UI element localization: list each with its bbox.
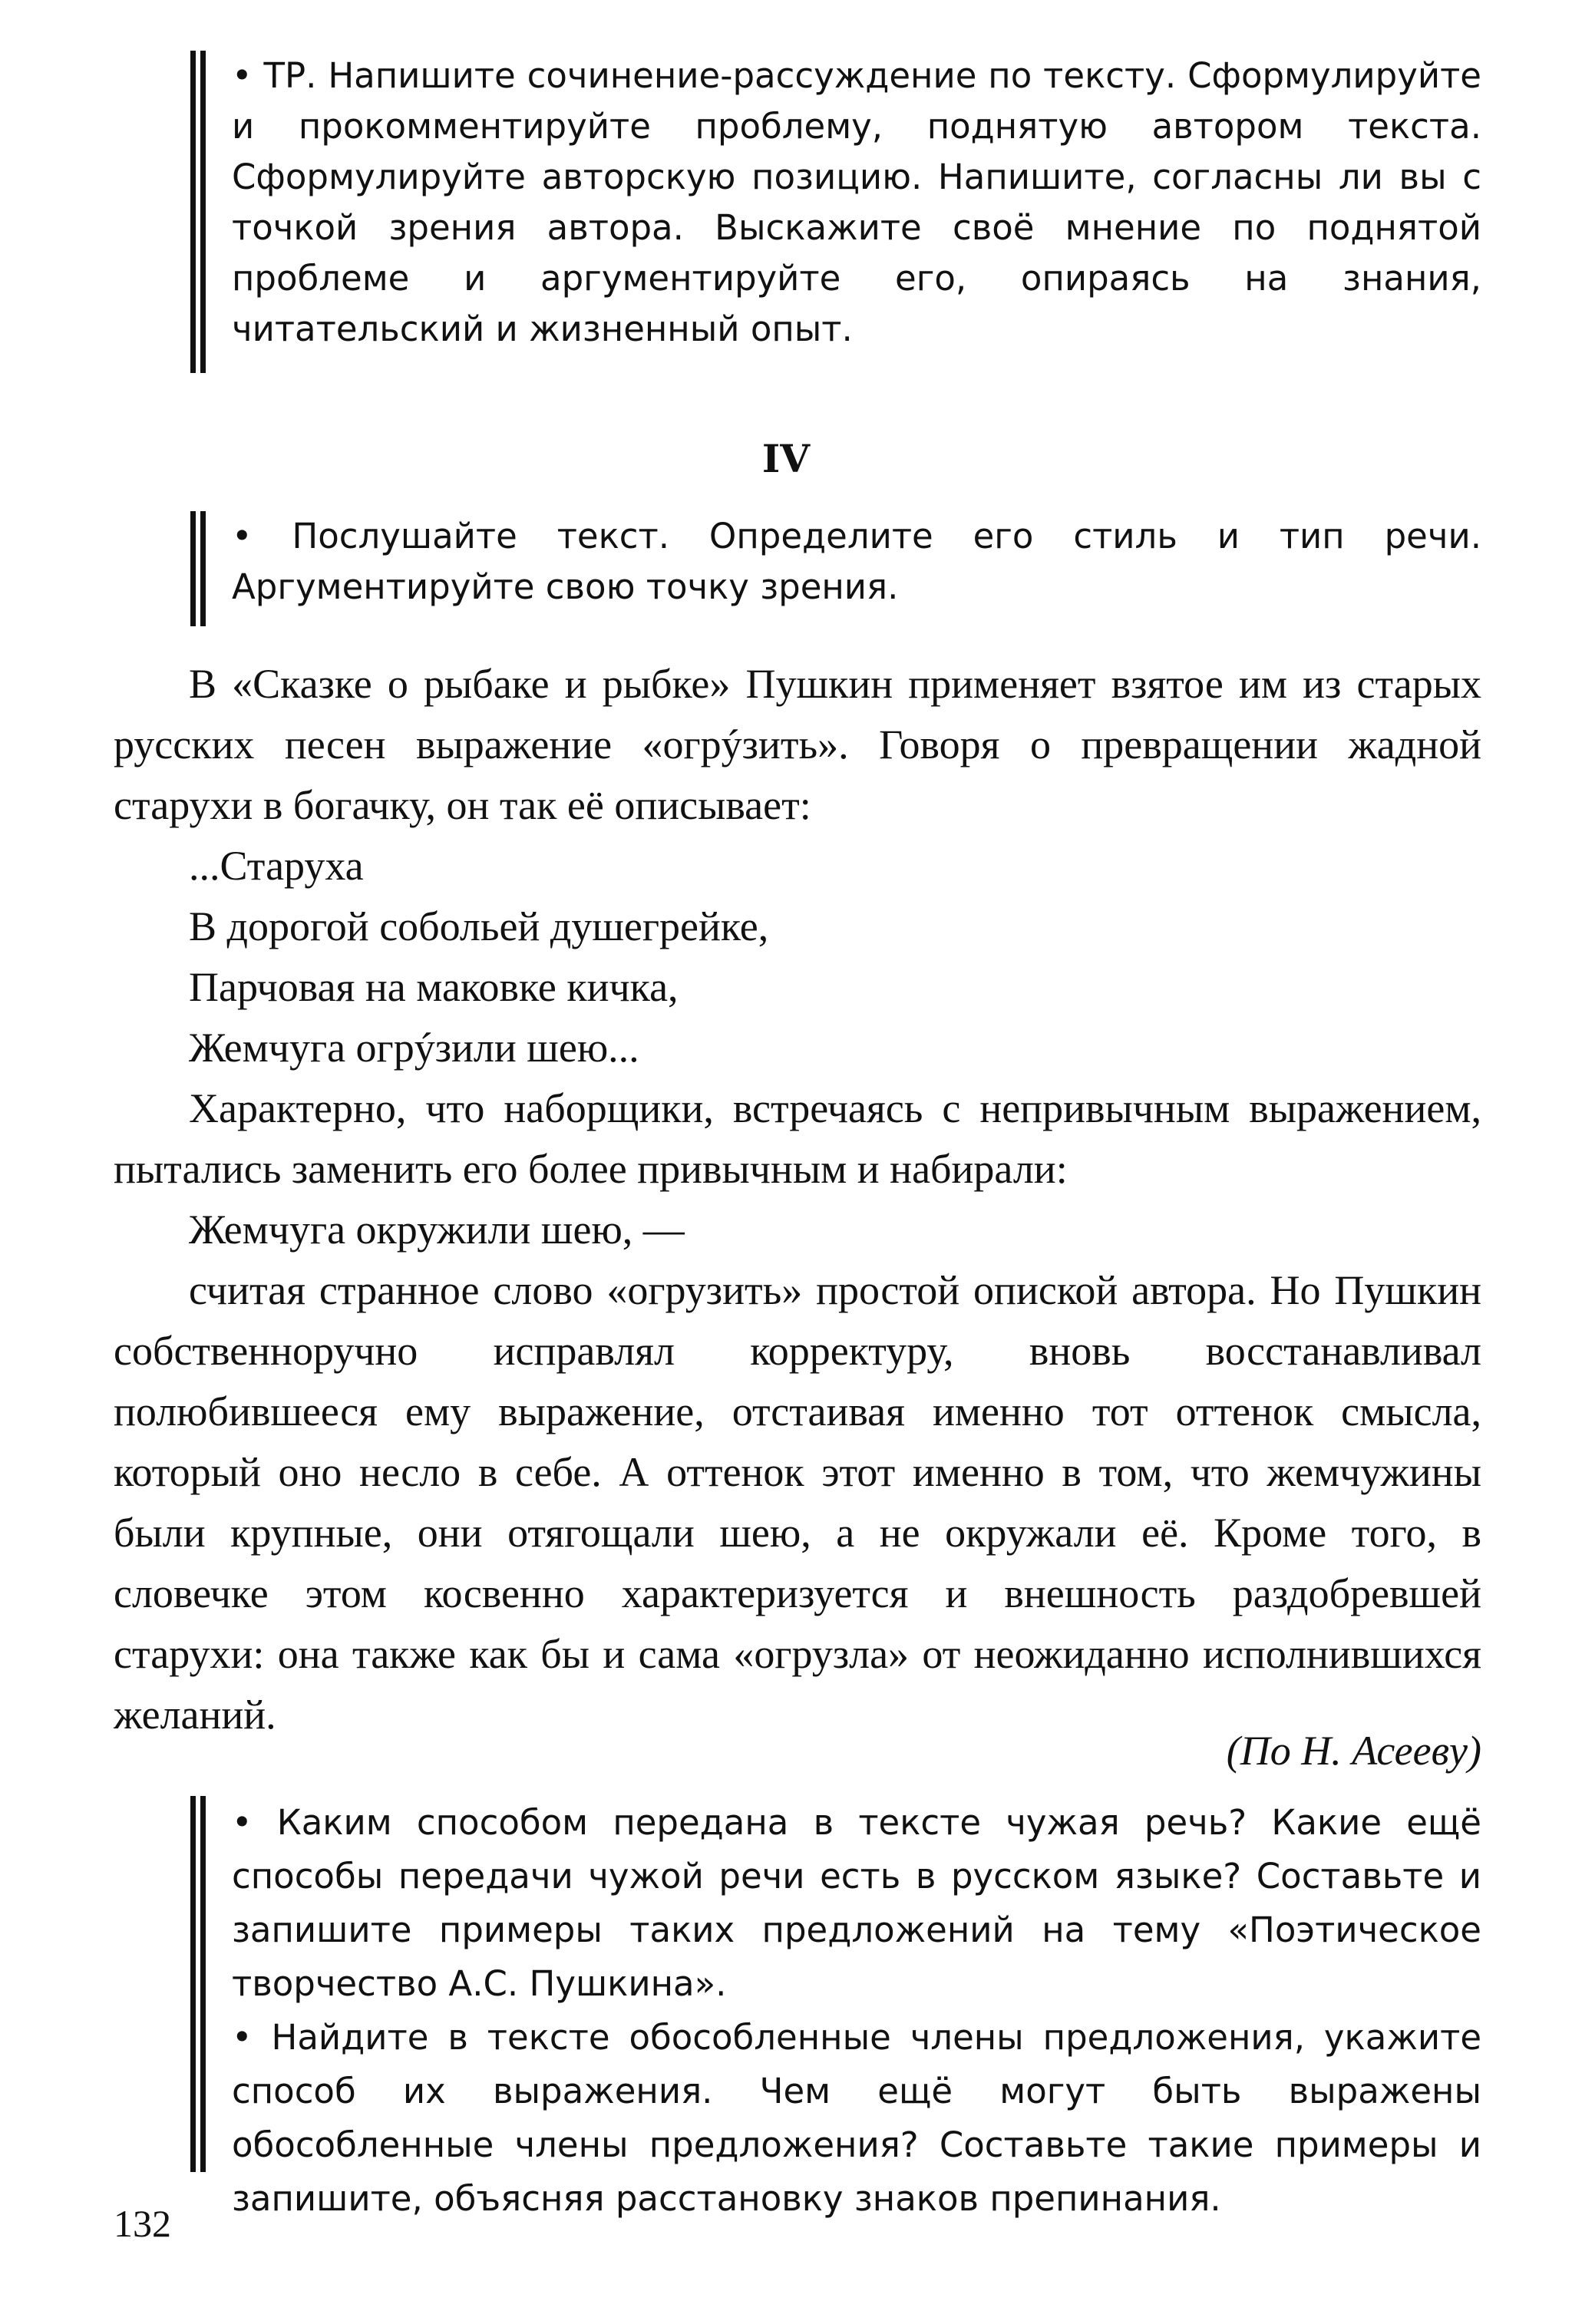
- main-text-paragraph-2: Характерно, что наборщики, встречаясь с непривычным выражением, пытались заменить его более привычным и набирали:: [114, 1085, 1481, 1192]
- task-question-item: • Каким способом передана в тексте чужая речь? Какие ещё способы передачи чужой речи есть в русском языке? Составьте и запишите примеры таких предложений на тему «Поэтическое творчество А.С. Пушкина».: [232, 1802, 1481, 2004]
- main-text-intro: В «Сказке о рыбаке и рыбке» Пушкин применяет взятое им из старых русских песен выражение «огрýзить». Говоря о превращении жадной старухи в богачку, он так её описывает:: [114, 661, 1481, 828]
- section-heading: IV: [761, 436, 811, 481]
- task-essay-text: [232, 51, 1481, 355]
- task-marker-bar: [200, 511, 206, 626]
- poem-line: В дорогой собольей душегрейке,: [189, 903, 769, 949]
- task-marker-bar: [200, 1796, 206, 2172]
- poem-line: Жемчуга окружили шею, —: [189, 1207, 685, 1253]
- task-marker-bar: [200, 51, 206, 373]
- task-block-essay: [190, 51, 1481, 373]
- task-marker-bar: [190, 511, 196, 626]
- task-block-questions: [190, 1796, 1481, 2219]
- task-listen-text: [232, 511, 1481, 612]
- source-attribution: (По Н. Асееву): [1226, 1728, 1481, 1774]
- poem-line: Жемчуга огрýзили шею...: [189, 1025, 639, 1071]
- poem-line: ...Старуха: [189, 843, 364, 889]
- main-text: [114, 654, 1481, 1745]
- main-text-paragraph-3: считая странное слово «огрузить» простой опиской автора. Но Пушкин собственноручно исправлял корректуру, вновь восстанавливал полюбившееся ему выражение, отстаивая именно тот оттенок смысла, который оно несло в себе. А оттенок этот именно в том, что жемчужины были крупные, они отягощали шею, а не окружали её. Кроме того, в словечке этом косвенно характеризуется и внешность раздобревшей старухи: она также как бы и сама «огрузла» от неожиданно исполнившихся желаний.: [114, 1267, 1481, 1738]
- task-essay-paragraph: • ТР. Напишите сочинение-рассуждение по тексту. Сформулируйте и прокомментируйте проблему, поднятую автором текста. Сформулируйте авторскую позицию. Напишите, согласны ли вы с точкой зрения автора. Выскажите своё мнение по поднятой проблеме и аргументируйте его, опираясь на знания, читательский и жизненный опыт.: [232, 55, 1481, 349]
- task-question-item: • Найдите в тексте обособленные члены предложения, укажите способ их выражения. Чем ещё могут быть выражены обособленные члены предложения? Составьте такие примеры и запишите, объясняя расстановку знаков препинания.: [232, 2017, 1481, 2219]
- task-block-listen: [190, 511, 1481, 626]
- task-questions-text: [232, 1796, 1481, 2226]
- task-marker-bar: [190, 51, 196, 373]
- poem-line: Парчовая на маковке кичка,: [189, 964, 679, 1010]
- page-number: 132: [114, 2202, 171, 2245]
- task-listen-paragraph: • Послушайте текст. Определите его стиль и тип речи. Аргументируйте свою точку зрения.: [232, 516, 1481, 607]
- task-marker-bar: [190, 1796, 196, 2172]
